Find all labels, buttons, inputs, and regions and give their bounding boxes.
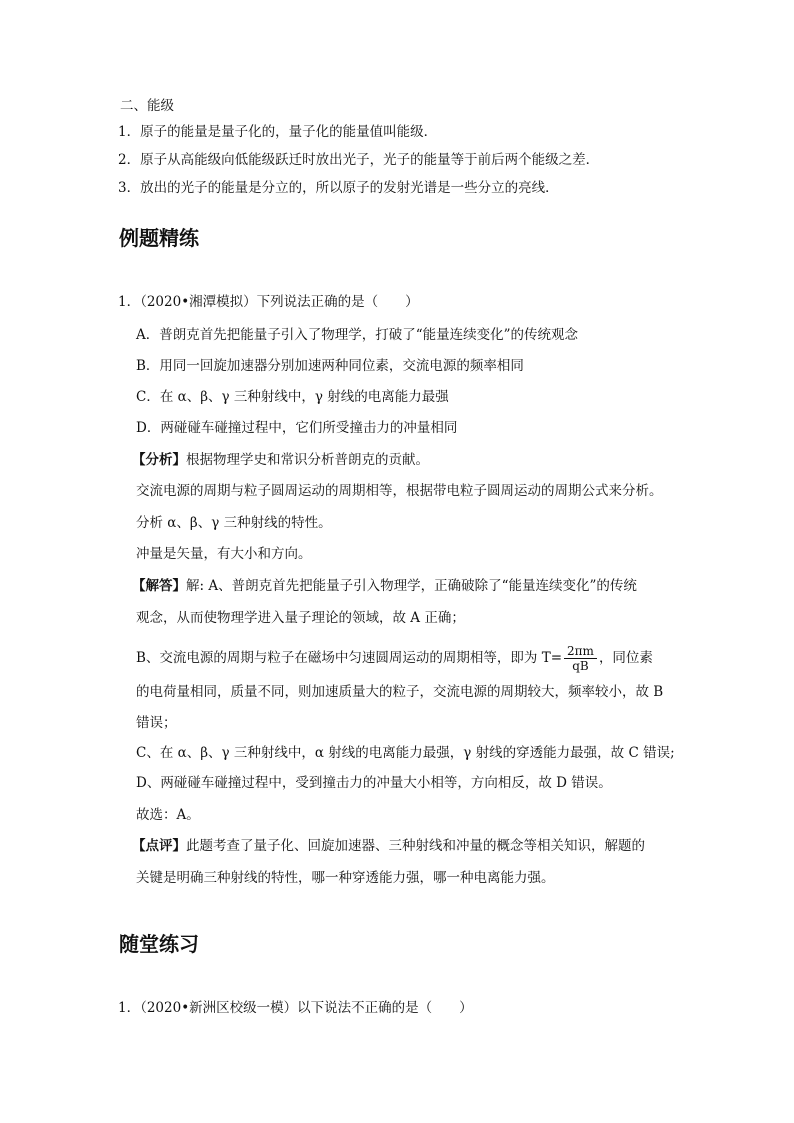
option-c: C．在 α、β、γ 三种射线中，γ 射线的电离能力最强 (136, 389, 449, 405)
comment-line-2: 关键是明确三种射线的特性，哪一种穿透能力强，哪一种电离能力强。 (136, 870, 555, 886)
comment-line-1 (132, 836, 645, 856)
answer-line-a2: 观念，从而使物理学进入量子理论的领域，故 A 正确； (136, 610, 465, 626)
answer-tag: 【解答】 (132, 578, 186, 594)
option-d: D．两碰碰车碰撞过程中，它们所受撞击力的冲量相同 (136, 420, 458, 436)
analysis-line-1 (132, 450, 429, 470)
practice-heading: 随堂练习 (119, 932, 199, 956)
analysis-text-1: 根据物理学史和常识分析普朗克的贡献。 (186, 452, 429, 468)
option-b: B．用同一回旋加速器分别加速两种同位素，交流电源的频率相同 (136, 358, 524, 374)
formula-numerator: 2πm (564, 644, 597, 659)
option-a: A．普朗克首先把能量子引入了物理学，打破了“能量连续变化”的传统观念 (136, 327, 579, 343)
answer-b1-prefix: B、交流电源的周期与粒子在磁场中匀速圆周运动的周期相等，即为 T= (136, 650, 563, 666)
analysis-line-4: 冲量是矢量，有大小和方向。 (136, 546, 312, 562)
answer-line-b1 (136, 643, 653, 673)
answer-line-d: D、两碰碰车碰撞过程中，受到撞击力的冲量大小相等，方向相反，故 D 错误。 (136, 775, 612, 791)
answer-line-b3: 错误； (136, 715, 177, 731)
analysis-line-2: 交流电源的周期与粒子圆周运动的周期相等，根据带电粒子圆周运动的周期公式来分析。 (136, 483, 663, 499)
analysis-tag: 【分析】 (132, 452, 186, 468)
period-formula (564, 644, 597, 673)
comment-tag: 【点评】 (132, 838, 186, 854)
energy-item-2: 2．原子从高能级向低能级跃迁时放出光子，光子的能量等于前后两个能级之差． (118, 152, 600, 168)
example-question: 1．（2020•湘潭模拟）下列说法正确的是（ ） (118, 294, 419, 310)
practice-question: 1．（2020•新洲区校级一模）以下说法不正确的是（ ） (118, 1000, 473, 1016)
answer-line-b2: 的电荷量相同，质量不同，则加速质量大的粒子，交流电源的周期较大，频率较小，故 B (136, 684, 664, 700)
comment-text-1: 此题考查了量子化、回旋加速器、三种射线和冲量的概念等相关知识，解题的 (186, 838, 645, 854)
answer-line-a1 (132, 576, 637, 596)
formula-denominator: qB (572, 659, 589, 673)
example-heading: 例题精练 (119, 226, 199, 250)
energy-item-3: 3．放出的光子的能量是分立的，所以原子的发射光谱是一些分立的亮线． (118, 180, 559, 196)
answer-line-c: C、在 α、β、γ 三种射线中，α 射线的电离能力最强，γ 射线的穿透能力最强，故 C 错误; (136, 745, 675, 761)
section-title-energy-levels: 二、能级 (120, 98, 174, 114)
answer-choice: 故选：A。 (136, 807, 200, 823)
energy-item-1: 1．原子的能量是量子化的，量子化的能量值叫能级． (118, 124, 438, 140)
analysis-line-3: 分析 α、β、γ 三种射线的特性。 (136, 515, 332, 531)
answer-b1-suffix: ，同位素 (598, 650, 653, 666)
answer-text-a1: 解: A、普朗克首先把能量子引入物理学，正确破除了“能量连续变化”的传统 (186, 578, 637, 594)
